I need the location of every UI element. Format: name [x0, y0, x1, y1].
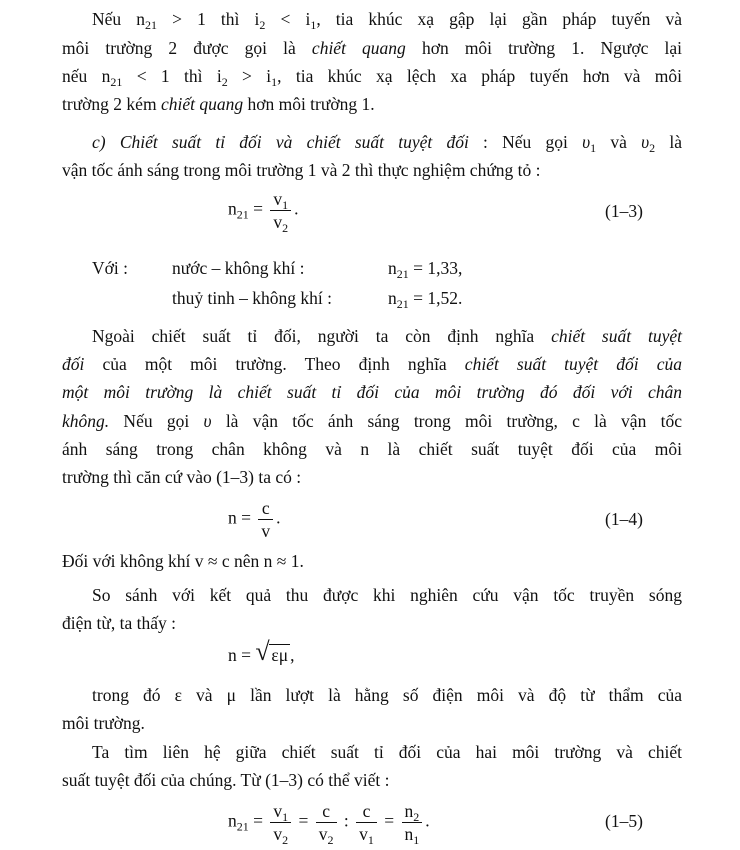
p2-line1: c) Chiết suất tỉ đối và chiết suất tuyệt đối : Nếu gọi $\upsilon_1$ và $\upsilon_2$ là	[92, 132, 682, 155]
p1-line2: môi trường 2 được gọi là chiết quang hơn môi trường 1. Ngược lại	[62, 38, 682, 58]
equation-tag-1-4: (1–4)	[605, 509, 643, 529]
p3-line6: trường thì căn cứ vào (1–3) ta có :	[62, 467, 302, 487]
example-glass-air: thuỷ tinh – không khí :	[172, 288, 332, 308]
examples-label: Với :	[92, 258, 128, 278]
p1-line1: Nếu $n_{21} > 1$ thì $i_2 < i_1$, tia khúc xạ gập lại gần pháp tuyến và	[92, 9, 683, 32]
p6-line2: suất tuyệt đối của chúng. Từ (1–3) có thể viết :	[62, 770, 390, 790]
p3-line3: một môi trường là chiết suất tỉ đối của môi trường đó đối với chân	[62, 382, 682, 402]
fraction-c-v2: $\frac{c}{v_2}$	[316, 800, 337, 845]
equation-tag-1-5: (1–5)	[605, 811, 643, 831]
air-note: Đối với không khí v ≈ c nên n ≈ 1.	[62, 551, 304, 571]
equation-1-3: $n_{21}$ = $\frac{v_1}{v_2}$ .	[228, 189, 299, 235]
example-water-air-value: $n_{21} = 1,33$,	[388, 258, 463, 281]
equation-tag-1-3: (1–3)	[605, 201, 643, 221]
p2-line2: vận tốc ánh sáng trong môi trường 1 và 2 thì thực nghiệm chứng tỏ :	[62, 160, 541, 180]
p3-line5: ánh sáng trong chân không và n là chiết suất tuyệt đối của môi	[62, 439, 682, 459]
p5-line1: trong đó ε và μ lần lượt là hằng số điện môi và độ từ thẩm của	[92, 685, 682, 705]
p3-line1: Ngoài chiết suất tỉ đối, người ta còn định nghĩa chiết suất tuyệt	[92, 326, 682, 346]
p4-line1: So sánh với kết quả thu được khi nghiên cứu vận tốc truyền sóng	[92, 585, 682, 605]
p6-line1: Ta tìm liên hệ giữa chiết suất tỉ đối của hai môi trường và chiết	[92, 742, 682, 762]
equation-1-5: $n_{21}$ = $\frac{v_1}{v_2}$ = $\frac{c}{v_2}$ : $\frac{c}{v_1}$ = $\frac{n_2}{n_1}$ .	[228, 801, 430, 847]
equation-sqrt: n = √ εμ ,	[228, 637, 295, 666]
p3-line2: đối của một môi trường. Theo định nghĩa chiết suất tuyệt đối của	[62, 354, 682, 374]
p1-line4: trường 2 kém chiết quang hơn môi trường 1.	[62, 94, 375, 114]
fraction-c-v1: $\frac{c}{v_1}$	[356, 800, 377, 845]
fraction-v1-v2: $\frac{v_1}{v_2}$	[270, 188, 291, 233]
p1-line3: nếu $n_{21} < 1$ thì $i_2 > i_1$, tia khúc xạ lệch xa pháp tuyến hơn và môi	[62, 66, 682, 89]
equation-1-4: n = $\frac{c}{v}$ .	[228, 498, 281, 541]
fraction-v1-v2: $\frac{v_1}{v_2}$	[270, 800, 291, 845]
fraction-n2-n1: $\frac{n_2}{n_1}$	[402, 800, 423, 845]
p4-line2: điện từ, ta thấy :	[62, 613, 176, 633]
p3-line4: không. Nếu gọi υ là vận tốc ánh sáng trong môi trường, c là vận tốc	[62, 411, 682, 431]
p5-line2: môi trường.	[62, 713, 145, 733]
example-glass-air-value: $n_{21} = 1,52$.	[388, 288, 463, 311]
fraction-c-v: $\frac{c}{v}$	[258, 497, 273, 542]
example-water-air: nước – không khí :	[172, 258, 305, 278]
